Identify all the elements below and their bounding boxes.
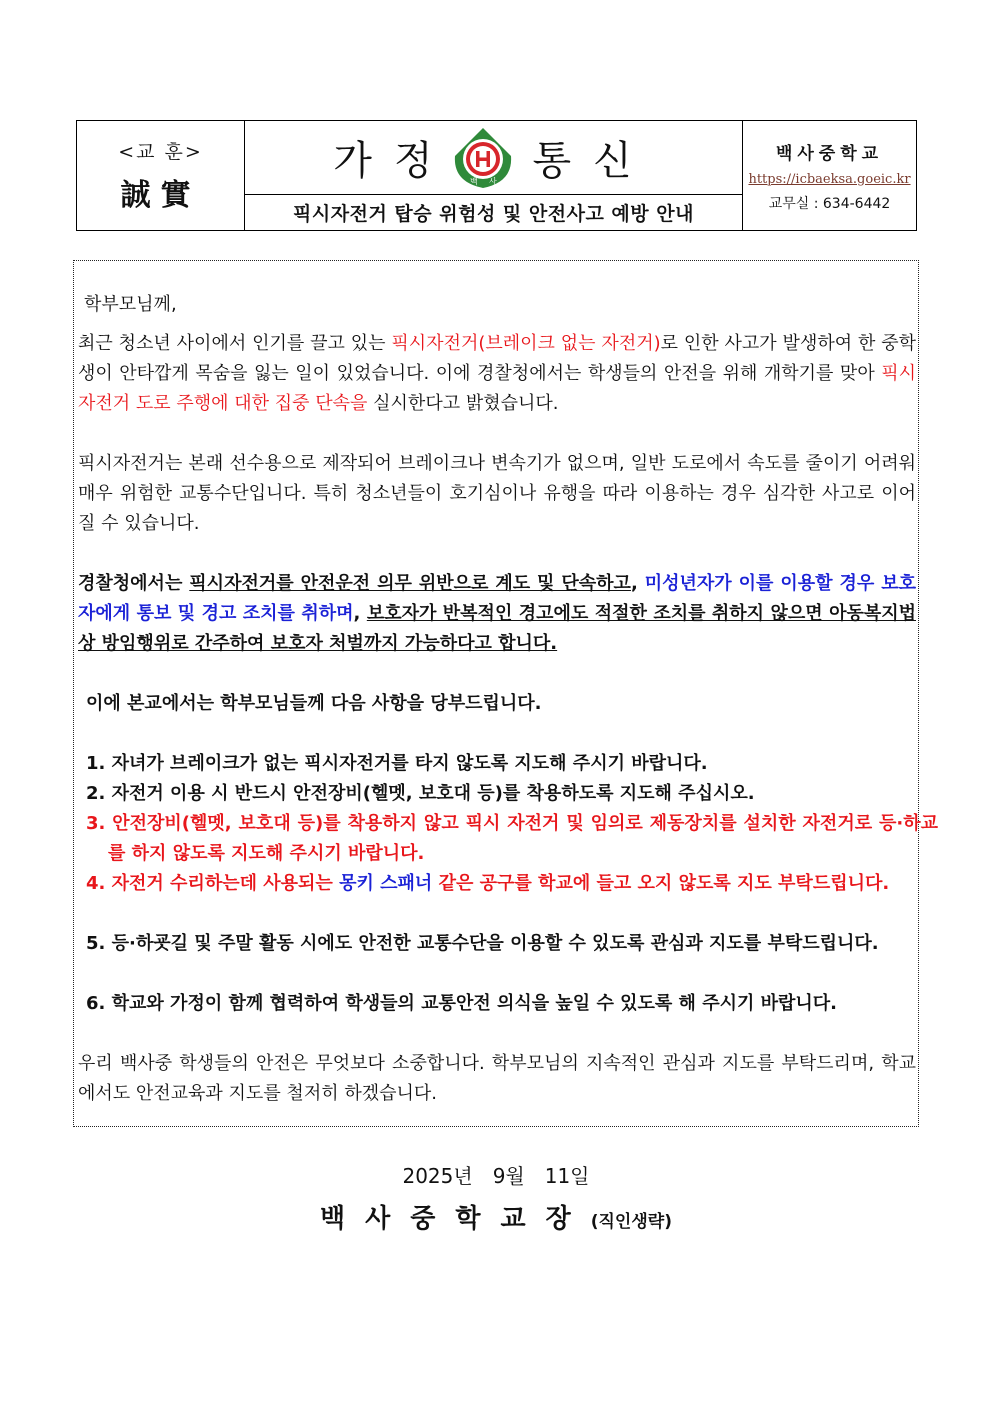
title-row: [245, 121, 742, 195]
list-item-5: 5. 등·하굣길 및 주말 활동 시에도 안전한 교통수단을 이용할 수 있도록 관심과 지도를 부탁드립니다.: [86, 933, 879, 954]
p1-highlight-pixie: 픽시자전거(브레이크 없는 자전거): [391, 333, 661, 354]
date-day: 11일: [544, 1164, 590, 1188]
list-item-6: 6. 학교와 가정이 함께 협력하여 학생들의 교통안전 의식을 높일 수 있도록 해 주시기 바랍니다.: [86, 993, 838, 1014]
list-item-1: 1. 자녀가 브레이크가 없는 픽시자전거를 타지 않도록 지도해 주시기 바랍니다.: [86, 753, 708, 774]
p3-highlight-minors: 미성년자가 이를 이용할 경우 보호자에게 통보 및 경고 조치를 취하며: [78, 573, 916, 624]
motto-text: 誠實: [120, 178, 201, 213]
motto-label: <교 훈>: [118, 141, 203, 163]
title-cell: [245, 121, 743, 230]
school-info-cell: [743, 121, 916, 230]
paragraph-request: 이에 본교에서는 학부모님들께 다음 사항을 당부드립니다.: [86, 693, 542, 714]
logo-text-right: 사: [488, 176, 497, 186]
p1-highlight-crackdown: 픽시자전거 도로 주행에 대한 집중 단속을: [78, 363, 916, 414]
paragraph-police: [78, 569, 916, 659]
list-item-2: 2. 자전거 이용 시 반드시 안전장비(헬멧, 보호대 등)를 착용하도록 지도해 주십시오.: [86, 783, 755, 804]
p3-text-a: 경찰청에서는: [78, 573, 190, 594]
newsletter-subtitle: 픽시자전거 탑승 위험성 및 안전사고 예방 안내: [293, 203, 694, 225]
date-year: 2025년: [402, 1164, 473, 1188]
date-month: 9월: [492, 1164, 525, 1188]
item4-text-a: 4. 자전거 수리하는데 사용되는: [86, 873, 340, 894]
school-logo-icon: [451, 126, 515, 190]
principal-signature: [0, 1198, 992, 1235]
title-right: 통신: [532, 138, 654, 184]
list-item-4: [86, 869, 938, 899]
greeting: 학부모님께,: [84, 294, 177, 315]
item4-text-b: 같은 공구를 학교에 들고 오지 않도록 지도 부탁드립니다.: [432, 873, 890, 894]
principal-name: 백사중학교장: [320, 1204, 591, 1234]
school-phone: 교무실 : 634-6442: [768, 195, 891, 212]
item4-highlight-wrench: 몽키 스패너: [339, 873, 433, 894]
school-motto-cell: [77, 121, 245, 230]
newsletter-header: [76, 120, 917, 231]
p1-text-c: 실시한다고 밝혔습니다.: [367, 393, 559, 414]
p3-text-c: ,: [353, 603, 367, 624]
paragraph-incident: [78, 329, 916, 419]
p1-text-b: 로 인한 사고가 발생하여 한 중학생이 안타깝게 목숨을 잃는 일이 있었습니다. 이에 경찰청에서는 학생들의 안전을 위해 개학기를 맞아: [78, 333, 916, 384]
list-item-3: 3. 안전장비(헬멧, 보호대 등)를 착용하지 않고 픽시 자전거 및 임의로 제동장치를 설치한 자전거로 등·하교를 하지 않도록 지도해 주시기 바랍니다.: [86, 813, 938, 864]
paragraph-danger: 픽시자전거는 본래 선수용으로 제작되어 브레이크나 변속기가 없으며, 일반 도로에서 속도를 줄이기 어려워 매우 위험한 교통수단입니다. 특히 청소년들이 호기심이나 유행을 따라 이용하는 경우 심각한 사고로 이어질 수 있습니다.: [78, 453, 916, 534]
seal-omitted-note: (직인생략): [590, 1212, 672, 1232]
logo-text-top: 백: [469, 176, 478, 186]
paragraph-closing: 우리 백사중 학생들의 안전은 무엇보다 소중합니다. 학부모님의 지속적인 관심과 지도를 부탁드리며, 학교에서도 안전교육과 지도를 철저히 하겠습니다.: [78, 1053, 916, 1104]
p3-underline-punishment: 보호자가 반복적인 경고에도 적절한 조치를 취하지 않으면 아동복지법상 방임행위로 간주하여 보호자 처벌까지 가능하다고 합니다.: [78, 603, 917, 654]
title-left: 가정: [333, 138, 455, 184]
school-name: 백사중학교: [775, 143, 884, 164]
school-url-link[interactable]: https://icbaeksa.goeic.kr: [748, 171, 911, 187]
p3-text-b: ,: [630, 573, 645, 594]
p3-underline-enforcement: 픽시자전거를 안전운전 의무 위반으로 계도 및 단속하고: [189, 573, 631, 594]
p1-text-a: 최근 청소년 사이에서 인기를 끌고 있는: [78, 333, 392, 354]
issue-date: [0, 1160, 992, 1189]
